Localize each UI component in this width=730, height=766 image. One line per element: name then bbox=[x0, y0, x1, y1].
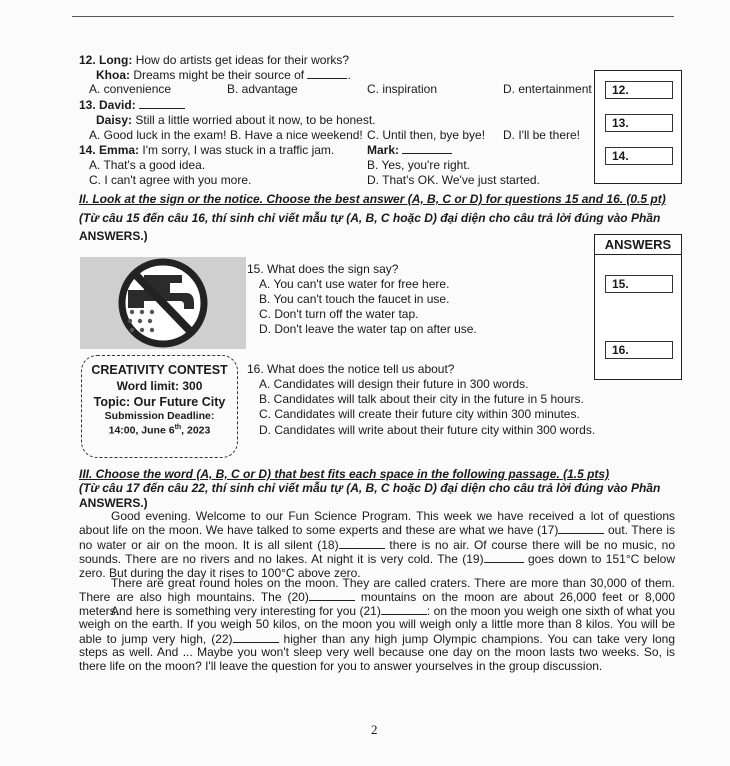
q16-option-c: C. Candidates will create their future city within 300 minutes. bbox=[259, 407, 580, 421]
q15-option-b: B. You can't touch the faucet in use. bbox=[259, 292, 450, 306]
notice-word-limit: Word limit: 300 bbox=[116, 379, 203, 393]
q14-option-b: B. Yes, you're right. bbox=[367, 158, 471, 172]
q12-long-line: 12. Long: How do artists get ideas for their works? bbox=[79, 53, 350, 67]
answer-field-13[interactable]: 13. bbox=[605, 114, 673, 132]
section2-instruction-1: (Từ câu 15 đến câu 16, thí sinh chỉ viết mẫu tự (A, B, C hoặc D) đại diện cho câu trả lời đúng vào Phần bbox=[79, 211, 661, 225]
q15-stem: 15. What does the sign say? bbox=[247, 262, 399, 276]
q16-stem: 16. What does the notice tell us about? bbox=[247, 362, 455, 376]
passage-paragraph-1: Good evening. Welcome to our Fun Science Program. This week we have received a lot of questions about life on the moon. We have talked to some experts and these are what we have (17) out. There is no water or air on the moon. It is all silent (18) there is no air. Of course there will be no music, no sounds. There are no rivers and no lakes. At night it is very cold. The (19) goes down to 151°C below zero. But during the day it rises to 100°C above zero. bbox=[79, 509, 676, 580]
answer-field-12[interactable]: 12. bbox=[605, 81, 673, 99]
answers-box-15-16 bbox=[594, 234, 682, 380]
q13-option-c: C. Until then, bye bye! bbox=[367, 128, 486, 142]
section3-instruction-1: (Từ câu 17 đến câu 22, thí sinh chỉ viết mẫu tự (A, B, C hoặc D) đại diện cho câu trả lời đúng vào Phần bbox=[79, 481, 661, 495]
q13-daisy-line: Daisy: Still a little worried about it now, to be honest. bbox=[96, 113, 376, 127]
answers-box-12-14 bbox=[594, 70, 682, 184]
q14-option-c: C. I can't agree with you more. bbox=[89, 173, 252, 187]
notice-topic: Topic: Our Future City bbox=[93, 395, 226, 409]
q14-mark-line: Mark: bbox=[367, 143, 452, 157]
passage-paragraph-2: There are great round holes on the moon. They are called craters. There are more than 30,000 of them. There are also high mountains. The (20) mountains on the moon are about 26,000 feet or 8,000 meters. bbox=[79, 576, 675, 618]
q15-option-a: A. You can't use water for free here. bbox=[259, 277, 450, 291]
answer-field-15[interactable]: 15. bbox=[605, 275, 673, 293]
q13-blank bbox=[139, 98, 185, 109]
blank-22 bbox=[233, 632, 279, 643]
blank-21 bbox=[381, 604, 427, 615]
q12-option-d: D. entertainment bbox=[503, 82, 592, 96]
section3-heading: III. Choose the word (A, B, C or D) that best fits each space in the following passage. (1.5 pts) bbox=[79, 467, 610, 481]
blank-18 bbox=[339, 538, 385, 549]
answers-title: ANSWERS bbox=[604, 237, 672, 252]
answer-field-14[interactable]: 14. bbox=[605, 147, 673, 165]
q14-option-d: D. That's OK. We've just started. bbox=[367, 173, 540, 187]
q16-option-a: A. Candidates will design their future in 300 words. bbox=[259, 377, 529, 391]
q12-option-b: B. advantage bbox=[227, 82, 298, 96]
q16-option-d: D. Candidates will write about their future city within 300 words. bbox=[259, 423, 596, 437]
answers-title-divider bbox=[595, 254, 681, 255]
q12-option-a: A. convenience bbox=[89, 82, 172, 96]
header-rule bbox=[72, 16, 674, 17]
no-water-tap-sign bbox=[80, 257, 246, 349]
section3-instruction-2: ANSWERS.) bbox=[79, 496, 148, 510]
answer-field-16[interactable]: 16. bbox=[605, 341, 673, 359]
blank-17 bbox=[558, 523, 604, 534]
section2-heading: II. Look at the sign or the notice. Choose the best answer (A, B, C or D) for questions 15 and 16. (0.5 pt) bbox=[79, 192, 666, 206]
q12-khoa-line: Khoa: Dreams might be their source of . bbox=[96, 68, 351, 82]
q13-option-a: A. Good luck in the exam! bbox=[89, 128, 227, 142]
q12-blank bbox=[307, 68, 347, 79]
section2-instruction-2: ANSWERS.) bbox=[79, 229, 148, 243]
notice-title: CREATIVITY CONTEST bbox=[91, 363, 228, 377]
notice-deadline-date: 14:00, June 6th, 2023 bbox=[108, 424, 211, 437]
q13-david-line: 13. David: bbox=[79, 98, 185, 112]
q14-option-a: A. That's a good idea. bbox=[89, 158, 206, 172]
blank-19 bbox=[484, 552, 524, 563]
blank-20 bbox=[309, 590, 355, 601]
q14-blank bbox=[402, 143, 452, 154]
q15-option-d: D. Don't leave the water tap on after use. bbox=[259, 322, 477, 336]
page-number: 2 bbox=[371, 722, 378, 737]
q13-option-d: D. I'll be there! bbox=[503, 128, 580, 142]
q12-option-c: C. inspiration bbox=[367, 82, 438, 96]
notice-deadline-label: Submission Deadline: bbox=[104, 410, 215, 422]
q16-option-b: B. Candidates will talk about their city in the future in 5 hours. bbox=[259, 392, 584, 406]
q15-option-c: C. Don't turn off the water tap. bbox=[259, 307, 419, 321]
passage-paragraph-3: And here is something very interesting for you (21) : on the moon you weigh one sixth of what you weigh on the earth. If you weigh 50 kilos, on the moon you will weigh only a little more than 8 kilos. You will be able to jump very high, (22) higher than any high jump Olympic champions. You can take very long steps as well. And ... Maybe you won't sleep very well because one day on the moon lasts two weeks. So, is there life on the moon? I'll leave the question for you to answer yourselves in the group discussion. bbox=[79, 604, 676, 673]
q14-emma-line: 14. Emma: I'm sorry, I was stuck in a traffic jam. bbox=[79, 143, 335, 157]
q13-option-b: B. Have a nice weekend! bbox=[230, 128, 363, 142]
